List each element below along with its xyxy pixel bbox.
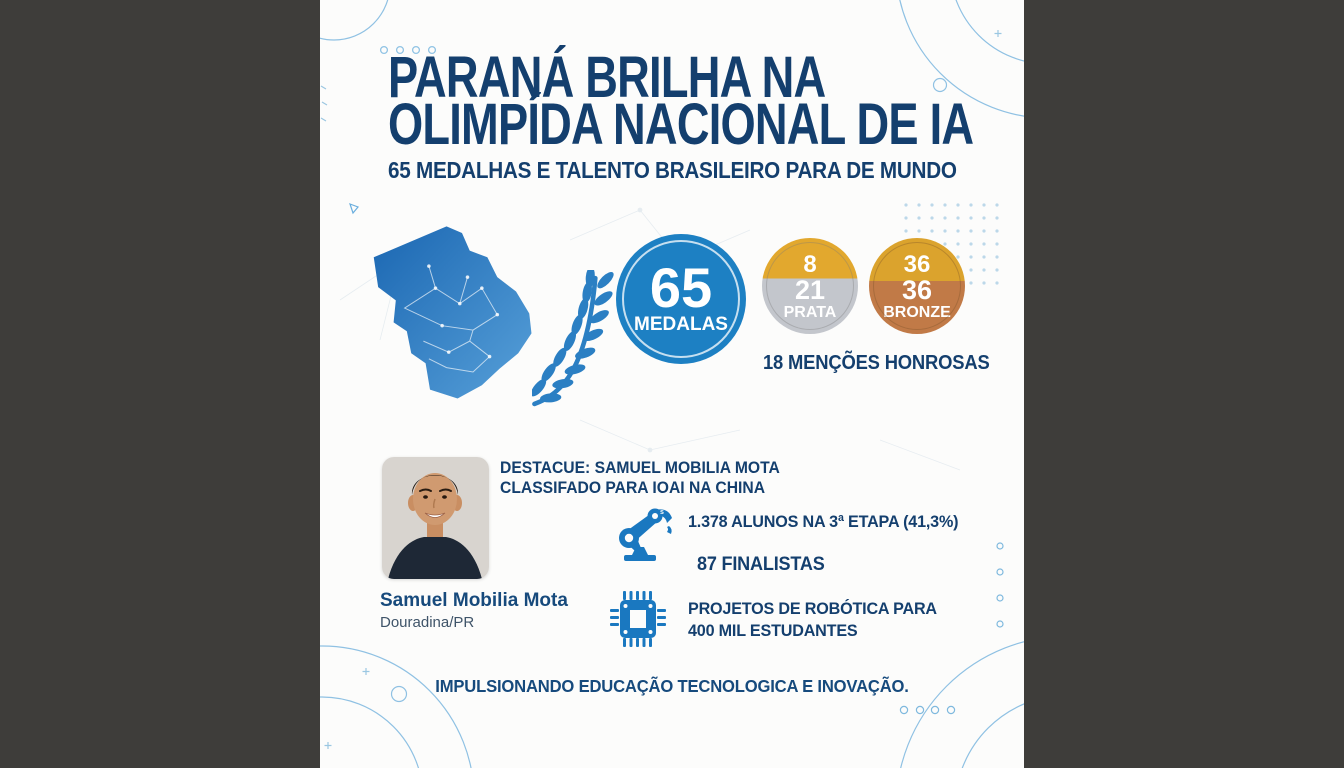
- title-line-2: OLIMPÍDA NACIONAL DE IA: [388, 92, 974, 157]
- total-medals-value: 65: [649, 256, 713, 319]
- infographic-card: [320, 0, 1024, 768]
- subtitle: 65 MEDALHAS E TALENTO BRASILEIRO PARA DE MUNDO: [388, 157, 957, 183]
- bronze-label: BRONZE: [883, 303, 951, 321]
- student-city: Douradina/PR: [380, 614, 475, 631]
- student-photo: [382, 457, 489, 579]
- stat-finalists: 87 FINALISTAS: [697, 554, 825, 575]
- bronze-top-value: 36: [903, 250, 931, 278]
- bronze-value: 36: [901, 274, 933, 305]
- bronze-medal-badge: [869, 238, 965, 334]
- student-name: Samuel Mobilia Mota: [380, 590, 568, 611]
- svg-text:s: s: [660, 509, 664, 516]
- stat-robotics-line-2: 400 MIL ESTUDANTES: [688, 621, 858, 640]
- silver-value: 21: [794, 274, 826, 305]
- chip-icon: [608, 589, 668, 649]
- highlight-line-2: CLASSIFADO PARA IOAI NA CHINA: [500, 478, 766, 497]
- silver-medal-badge: [762, 238, 858, 334]
- robot-arm-icon: [609, 502, 677, 564]
- page-title: [388, 45, 1024, 157]
- silver-label: PRATA: [783, 303, 837, 321]
- stat-students: 1.378 ALUNOS NA 3ª ETAPA (41,3%): [688, 512, 959, 531]
- footer-tagline: IMPULSIONANDO EDUCAÇÃO TECNOLOGICA E INOVAÇÃO.: [435, 676, 909, 696]
- total-medals-label: MEDALAS: [634, 314, 728, 335]
- stat-robotics-line-1: PROJETOS DE ROBÓTICA PARA: [688, 599, 937, 618]
- honorable-mentions: 18 MENÇÕES HONROSAS: [763, 352, 990, 374]
- laurel-branch-icon: [532, 270, 614, 407]
- title-line-1: PARANÁ BRILHA NA: [388, 45, 826, 110]
- highlight-line-1: DESTACUE: SAMUEL MOBILIA MOTA: [500, 459, 780, 477]
- total-medals-badge: [616, 234, 746, 364]
- highlight-heading: [500, 459, 795, 498]
- silver-top-value: 8: [803, 250, 817, 278]
